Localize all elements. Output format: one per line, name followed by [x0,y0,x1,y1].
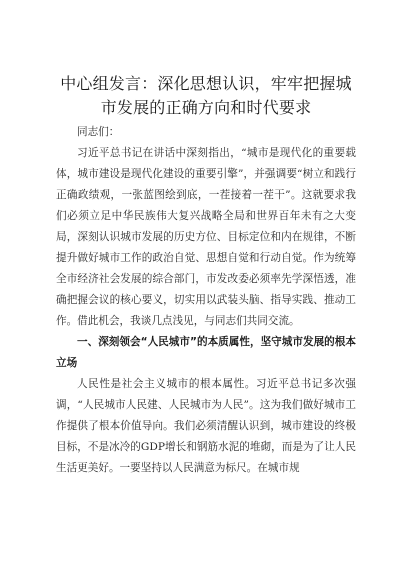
document-body [56,122,356,479]
paragraph: 人民性是社会主义城市的根本属性。习近平总书记多次强调，“人民城市人民建、人民城市为人民”。这为我们做好城市工作提供了根本价值导向。我们必须清醒认识到，城市建设的终极目标，不是冰冷的GDP增长和钢筋水泥的堆砌，而是为了让人民生活更美好。一要坚持以人民满意为标尺。在城市规 [56,378,356,474]
paragraph: 习近平总书记在讲话中深刻指出，“城市是现代化的重要载体，城市建设是现代化建设的重要引擎”，并强调要“树立和践行正确政绩观，一张蓝图绘到底，一茬接着一茬干”。这就要求我们必须立足中华民族伟大复兴战略全局和世界百年未有之大变局，深刻认识城市发展的历史方位、目标定位和内在规律，不断提升做好城市工作的政治自觉、思想自觉和行动自觉。作为统筹全市经济社会发展的综合部门，市发改委必须率先学深悟透，准确把握会议的核心要义，切实用以武装头脑、指导实践、推动工作。借此机会，我谈几点浅见，与同志们共同交流。 [56,147,356,327]
document-title: 中心组发言：深化思想认识，牢牢把握城市发展的正确方向和时代要求 [60,74,352,117]
greeting: 同志们： [77,126,120,138]
section-heading: 一、深刻领会“人民城市”的本质属性，坚守城市发展的根本立场 [56,336,356,369]
